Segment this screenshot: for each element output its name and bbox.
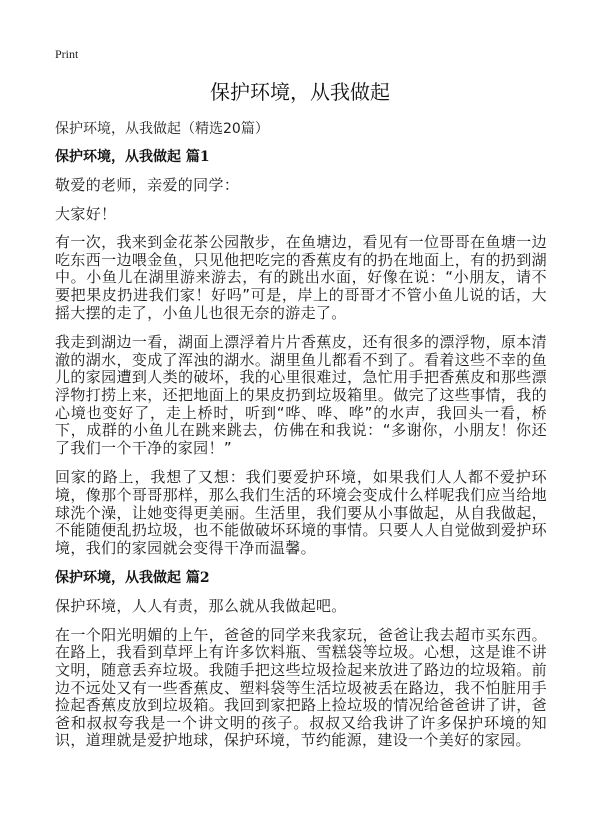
essay-section-1 — [55, 148, 547, 557]
section-heading: 保护环境，从我做起 篇1 — [55, 149, 210, 165]
paragraph: 回家的路上，我想了又想：我们要爱护环境，如果我们人人都不爱护环境，像那个哥哥那样，那么我们生活的环境会变成什么样呢我们应当给地球洗个澡，让她变得更美丽。生活里，我们要从小事做起，从自我做起，不能随便乱扔垃圾，也不能做破坏环境的事情。只要人人自觉做到爱护环境，我们的家园就会变得干净而温馨。 — [55, 468, 547, 557]
paragraph: 保护环境，人人有责，那么就从我做起吧。 — [55, 597, 347, 616]
salutation: 敬爱的老师，亲爱的同学： — [55, 176, 240, 194]
section-heading: 保护环境，从我做起 篇2 — [55, 570, 210, 587]
greeting: 大家好！ — [55, 204, 117, 223]
paragraph: 有一次，我来到金花茶公园散步，在鱼塘边，看见有一位哥哥在鱼塘一边吃东西一边喂金鱼，只见他把吃完的香蕉皮有的扔在地面上，有的扔到湖中。小鱼儿在湖里游来游去，有的跳出水面，好像在说：“小朋友，请不要把果皮扔进我们家！好吗”可是，岸上的哥哥才不管小鱼儿说的话，大摇大摆的走了，小鱼儿也很无奈的游走了。 — [55, 233, 547, 322]
essay-section-2 — [55, 569, 547, 750]
document-title: 保护环境，从我做起 — [210, 80, 390, 104]
document-body — [55, 148, 547, 762]
paragraph: 在一个阳光明媚的上午，爸爸的同学来我家玩，爸爸让我去超市买东西。在路上，我看到草坪上有许多饮料瓶、雪糕袋等垃圾。心想，这是谁不讲文明，随意丢弃垃圾。我随手把这些垃圾捡起来放进了路边的垃圾箱。前边不远处又有一些香蕉皮、塑料袋等生活垃圾被丢在路边，我不怕脏用手捡起香蕉皮放到垃圾箱。我回到家把路上捡垃圾的情况给爸爸讲了讲，爸爸和叔叔夸我是一个讲文明的孩子。叔叔又给我讲了许多保护环境的知识，道理就是爱护地球，保护环境，节约能源，建设一个美好的家园。 — [55, 625, 547, 750]
document-subtitle: 保护环境，从我做起（精选20篇） — [55, 121, 269, 137]
paragraph: 我走到湖边一看，湖面上漂浮着片片香蕉皮，还有很多的漂浮物，原本清澈的湖水，变成了浑浊的湖水。湖里鱼儿都看不到了。看着这些不幸的鱼儿的家园遭到人类的破坏，我的心里很难过，急忙用手把香蕉皮和那些漂浮物打捞上来，还把地面上的果皮扔到垃圾箱里。做完了这些事情，我的心境也变好了，走上桥时，听到“哗、哗、哗”的水声，我回头一看，桥下，成群的小鱼儿在跳来跳去，仿佛在和我说：“多谢你，小朋友！你还了我们一个干净的家园！” — [55, 333, 547, 457]
print-label: Print — [55, 47, 79, 61]
